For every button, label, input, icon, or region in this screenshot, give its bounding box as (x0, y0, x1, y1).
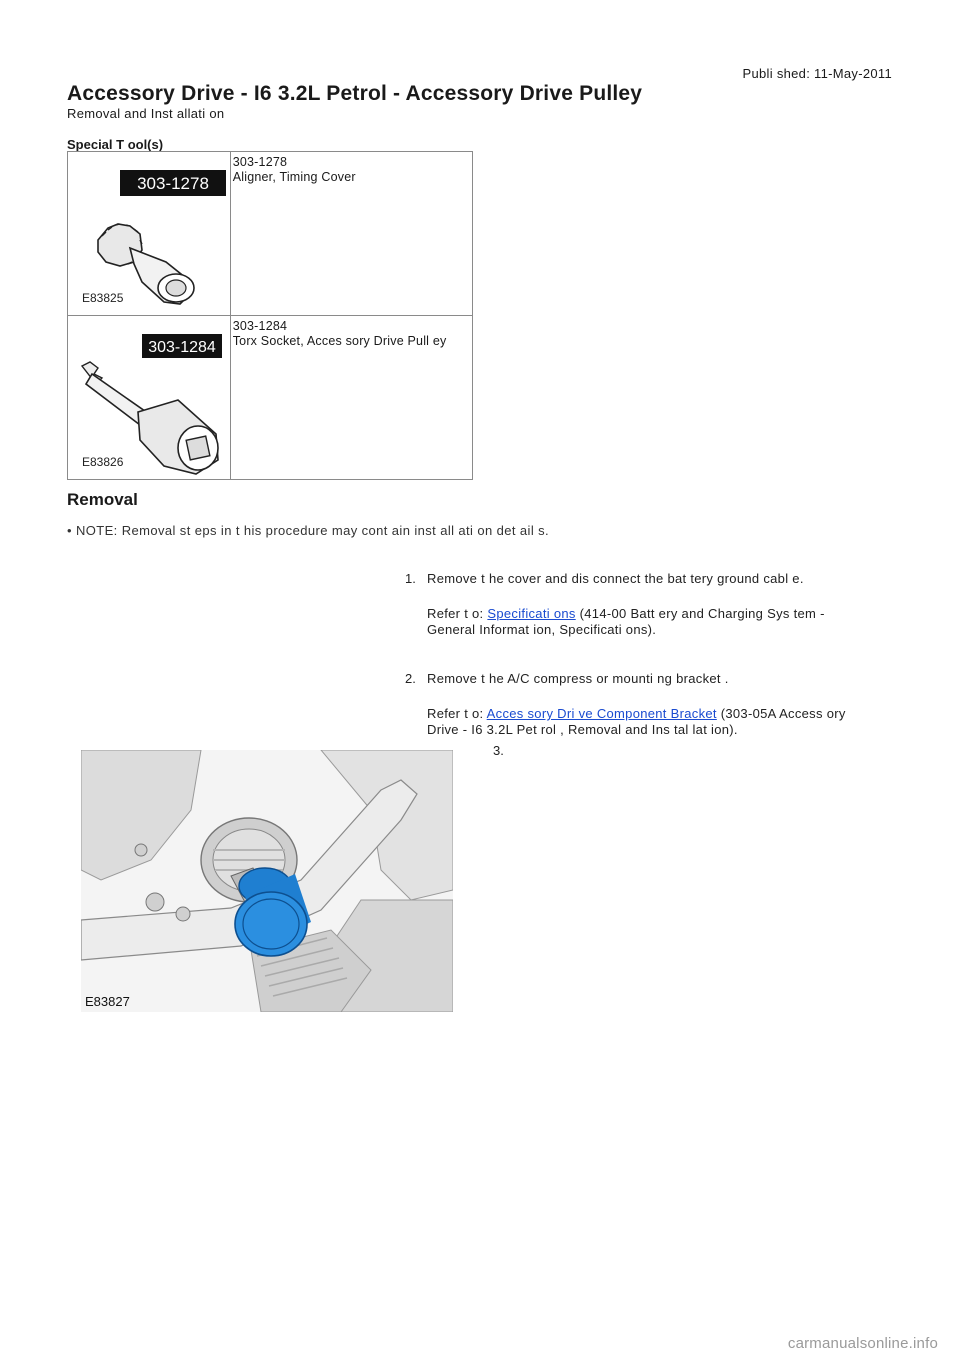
figure-id: E83827 (85, 994, 130, 1009)
step-number: 1. (405, 571, 416, 586)
figure-id: E83826 (82, 455, 124, 469)
tool-number: 303-1278 (232, 155, 288, 169)
accessory-drive-bracket-link[interactable]: Acces sory Dri ve Component Bracket (486, 706, 717, 721)
tool-name: Aligner, Timing Cover (232, 170, 356, 184)
page-title: Accessory Drive - I6 3.2L Petrol - Accessory Drive Pulley (67, 82, 643, 105)
tool-row (68, 152, 473, 316)
step-text: Remove t he cover and dis connect the bat tery ground cabl e. (427, 571, 804, 586)
tool-badge-text: 303-1284 (148, 339, 216, 356)
refer-prefix: Refer t o: (427, 606, 488, 621)
tool-row (68, 316, 473, 480)
tool-description-cell (230, 152, 472, 316)
page-subtitle: Removal and Inst allati on (67, 106, 225, 121)
refer-suffix: (414-00 Batt ery and Charging Sys tem - (575, 606, 825, 621)
published-date: Publi shed: 11-May-2011 (742, 66, 892, 81)
removal-heading: Removal (67, 490, 138, 509)
figure-id: E83825 (82, 291, 124, 305)
engine-pulley-illustration (81, 750, 453, 1012)
refer-line2: General Informat ion, Specificati ons). (427, 622, 657, 637)
tool-name: Torx Socket, Acces sory Drive Pull ey (232, 334, 447, 348)
refer-suffix: (303-05A Access ory (716, 706, 846, 721)
tool-description-cell (230, 316, 472, 480)
step-number: 3. (493, 743, 504, 758)
step-number: 2. (405, 671, 416, 686)
tool-badge-text: 303-1278 (137, 174, 209, 193)
timing-cover-aligner-illustration (68, 152, 232, 315)
step-reference (427, 706, 887, 738)
step-text: Remove t he A/C compress or mounti ng bracket . (427, 671, 729, 686)
specifications-link[interactable]: Specificati ons (487, 606, 576, 621)
refer-line2: Drive - I6 3.2L Pet rol , Removal and Ins tal lat ion). (427, 722, 738, 737)
site-watermark: carmanualsonline.info (787, 1335, 938, 1352)
step-reference (427, 606, 887, 638)
special-tools-label: Special T ool(s) (67, 137, 164, 152)
removal-note: • NOTE: Removal st eps in t his procedure may cont ain inst all ati on det ail s. (67, 523, 550, 538)
tool-image-cell (68, 152, 231, 316)
tool-image-cell (68, 316, 231, 480)
tool-number: 303-1284 (232, 319, 288, 333)
torx-socket-illustration (68, 316, 232, 479)
special-tools-table (67, 151, 473, 480)
refer-prefix: Refer t o: (427, 706, 487, 721)
